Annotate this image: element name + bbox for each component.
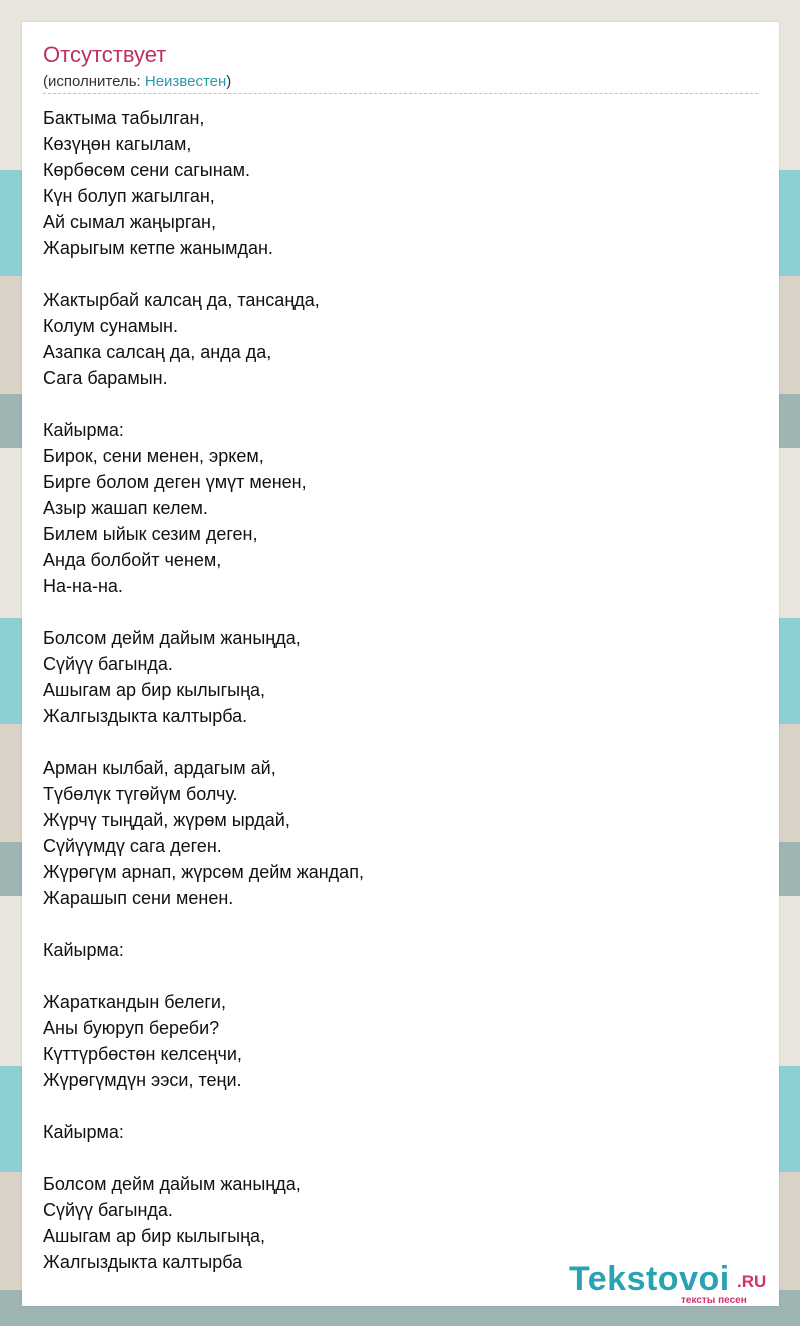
stanza-break [43,391,364,417]
lyric-line: Жалгыздыкта калтырба [43,1252,243,1272]
logo-tagline: тексты песен [681,1295,747,1306]
stanza-break [43,261,364,287]
performer-suffix: ) [226,73,232,90]
lyric-line: Күттүрбөстөн келсеңчи, [43,1044,242,1064]
stanza-break [43,729,364,755]
lyric-line: Бирок, сени менен, эркем, [43,446,264,466]
lyric-line: Болсом дейм дайым жаныңда, [43,628,301,648]
lyric-line: Түбөлүк түгөйүм болчу. [43,784,238,804]
logo-wordmark: Tekstovoi [569,1260,730,1298]
stanza-break [43,963,364,989]
lyric-line: Жүрчү тыңдай, жүрөм ырдай, [43,810,290,830]
lyric-line: Көрбөсөм сени сагынам. [43,160,251,180]
lyric-line: Сүйүү багында. [43,1200,173,1220]
performer-link[interactable]: Неизвестен [144,73,227,90]
lyric-line: Ашыгам ар бир кылыгыңа, [43,680,266,700]
lyric-line: Сага барамын. [43,368,168,388]
stanza-break [43,911,364,937]
stanza-break [43,1093,364,1119]
lyric-line: Азапка салсаң да, анда да, [43,342,272,362]
lyric-line: Кайырма: [43,1122,124,1142]
lyric-line: Билем ыйык сезим деген, [43,524,258,544]
lyric-line: Жактырбай калсаң да, тансаңда, [43,290,320,310]
tekstovoi-logo[interactable] [569,1260,779,1306]
lyric-line: Колум сунамын. [43,316,178,336]
song-title: Отсутствует [43,42,167,67]
lyric-line: Көзүңөн кагылам, [43,134,192,154]
lyric-line: Кайырма: [43,420,124,440]
stanza-break [43,1145,364,1171]
lyric-line: Кайырма: [43,940,124,960]
stanza-break [43,599,364,625]
lyric-line: Анда болбойт ченем, [43,550,222,570]
performer-prefix: (исполнитель: [43,73,145,90]
lyric-line: На-на-на. [43,576,123,596]
lyric-line: Ай сымал жаңырган, [43,212,216,232]
lyric-line: Азыр жашап келем. [43,498,208,518]
lyrics-card [22,22,779,1306]
lyrics-text [43,105,364,1275]
lyric-line: Жүрөгүм арнап, жүрсөм дейм жандап, [43,862,364,882]
lyric-line: Күн болуп жагылган, [43,186,215,206]
lyric-line: Жарашып сени менен. [43,888,234,908]
lyric-line: Бактыма табылган, [43,108,205,128]
lyric-line: Сүйүүмдү сага деген. [43,836,222,856]
performer-line [43,73,231,90]
lyric-line: Бирге болом деген үмүт менен, [43,472,307,492]
logo-domain: .RU [737,1272,767,1291]
lyric-line: Болсом дейм дайым жаныңда, [43,1174,301,1194]
dashed-divider [43,93,758,94]
lyric-line: Аны буюруп береби? [43,1018,220,1038]
lyric-line: Жүрөгүмдүн ээси, теңи. [43,1070,242,1090]
lyric-line: Сүйүү багында. [43,654,173,674]
lyric-line: Ашыгам ар бир кылыгыңа, [43,1226,266,1246]
lyric-line: Жалгыздыкта калтырба. [43,706,248,726]
lyric-line: Жарыгым кетпе жанымдан. [43,238,273,258]
lyric-line: Жараткандын белеги, [43,992,226,1012]
lyric-line: Арман кылбай, ардагым ай, [43,758,276,778]
